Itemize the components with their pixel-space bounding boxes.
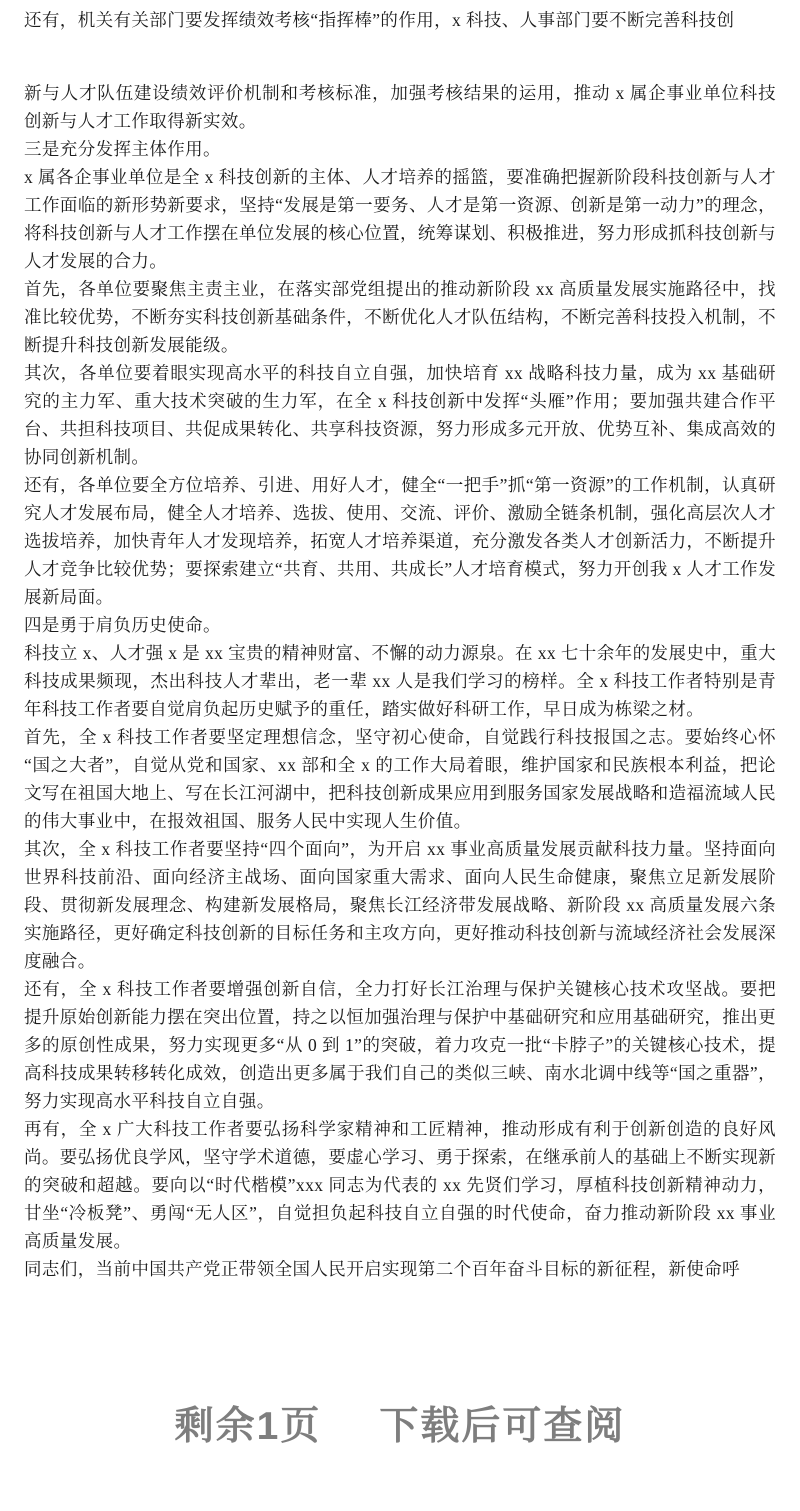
- section-heading: 三是充分发挥主体作用。: [24, 139, 221, 159]
- body-paragraph: 新与人才队伍建设绩效评价机制和考核标准，加强考核结果的运用，推动 x 属企事业单位科技创新与人才工作取得新实效。: [24, 83, 776, 131]
- remaining-pages-banner: [24, 1395, 776, 1451]
- body-paragraph: 其次，全 x 科技工作者要坚持“四个面向”，为开启 xx 事业高质量发展贡献科技力量。坚持面向世界科技前沿、面向经济主战场、面向国家重大需求、面向人民生命健康，聚焦立足新发展阶段、贯彻新发展理念、构建新发展格局，聚焦长江经济带发展战略、新阶段 xx 高质量发展六条实施路径，更好确定科技创新的目标任务和主攻方向，更好推动科技创新与流域经济社会发展深度融合。: [24, 839, 776, 971]
- body-paragraph: 首先，全 x 科技工作者要坚定理想信念，坚守初心使命，自觉践行科技报国之志。要始终心怀“国之大者”，自觉从党和国家、xx 部和全 x 的工作大局着眼，维护国家和民族根本利益，把论文写在祖国大地上、写在长江河湖中，把科技创新成果应用到服务国家发展战略和造福流域人民的伟大事业中，在报效祖国、服务人民中实现人生价值。: [24, 727, 776, 831]
- remaining-pages-label: 剩余1页: [174, 1405, 322, 1448]
- section-heading: 四是勇于肩负历史使命。: [24, 615, 221, 635]
- body-paragraph: 首先，各单位要聚焦主责主业，在落实部党组提出的推动新阶段 xx 高质量发展实施路径中，找准比较优势，不断夯实科技创新基础条件，不断优化人才队伍结构，不断完善科技投入机制，不断提升科技创新发展能级。: [24, 279, 776, 355]
- body-paragraph: 还有，机关有关部门要发挥绩效考核“指挥棒”的作用，x 科技、人事部门要不断完善科技创: [24, 10, 735, 30]
- body-paragraph: x 属各企事业单位是全 x 科技创新的主体、人才培养的摇篮，要准确把握新阶段科技创新与人才工作面临的新形势新要求，坚持“发展是第一要务、人才是第一资源、创新是第一动力”的理念，将科技创新与人才工作摆在单位发展的核心位置，统筹谋划、积极推进，努力形成抓科技创新与人才发展的合力。: [24, 167, 776, 271]
- document-body: [24, 6, 776, 1283]
- body-paragraph: 再有，全 x 广大科技工作者要弘扬科学家精神和工匠精神，推动形成有利于创新创造的良好风尚。要弘扬优良学风，坚守学术道德，要虚心学习、勇于探索，在继承前人的基础上不断实现新的突破和超越。要向以“时代楷模”xxx 同志为代表的 xx 先贤们学习，厚植科技创新精神动力，甘坐“冷板凳”、勇闯“无人区”，自觉担负起科技自立自强的时代使命，奋力推动新阶段 xx 事业高质量发展。: [24, 1119, 776, 1251]
- body-paragraph: 还有，各单位要全方位培养、引进、用好人才，健全“一把手”抓“第一资源”的工作机制，认真研究人才发展布局，健全人才培养、选拔、使用、交流、评价、激励全链条机制，强化高层次人才选拔培养，加快青年人才发现培养，拓宽人才培养渠道，充分激发各类人才创新活力，不断提升人才竞争比较优势；要探索建立“共育、共用、共成长”人才培育模式，努力开创我 x 人才工作发展新局面。: [24, 475, 776, 607]
- download-hint: 下载后可查阅: [379, 1405, 626, 1448]
- body-paragraph: 同志们，当前中国共产党正带领全国人民开启实现第二个百年奋斗目标的新征程，新使命呼: [24, 1259, 740, 1279]
- body-paragraph: 科技立 x、人才强 x 是 xx 宝贵的精神财富、不懈的动力源泉。在 xx 七十余年的发展史中，重大科技成果频现，杰出科技人才辈出，老一辈 xx 人是我们学习的榜样。全 x 科技工作者特别是青年科技工作者要自觉肩负起历史赋予的重任，踏实做好科研工作，早日成为栋梁之材。: [24, 643, 776, 719]
- body-paragraph: 其次，各单位要着眼实现高水平的科技自立自强，加快培育 xx 战略科技力量，成为 xx 基础研究的主力军、重大技术突破的生力军，在全 x 科技创新中发挥“头雁”作用；要加强共建合作平台、共担科技项目、共促成果转化、共享科技资源，努力形成多元开放、优势互补、集成高效的协同创新机制。: [24, 363, 776, 467]
- body-paragraph: 还有，全 x 科技工作者要增强创新自信，全力打好长江治理与保护关键核心技术攻坚战。要把提升原始创新能力摆在突出位置，持之以恒加强治理与保护中基础研究和应用基础研究，推出更多的原创性成果，努力实现更多“从 0 到 1”的突破，着力攻克一批“卡脖子”的关键核心技术，提高科技成果转移转化成效，创造出更多属于我们自己的类似三峡、南水北调中线等“国之重器”，努力实现高水平科技自立自强。: [24, 979, 776, 1111]
